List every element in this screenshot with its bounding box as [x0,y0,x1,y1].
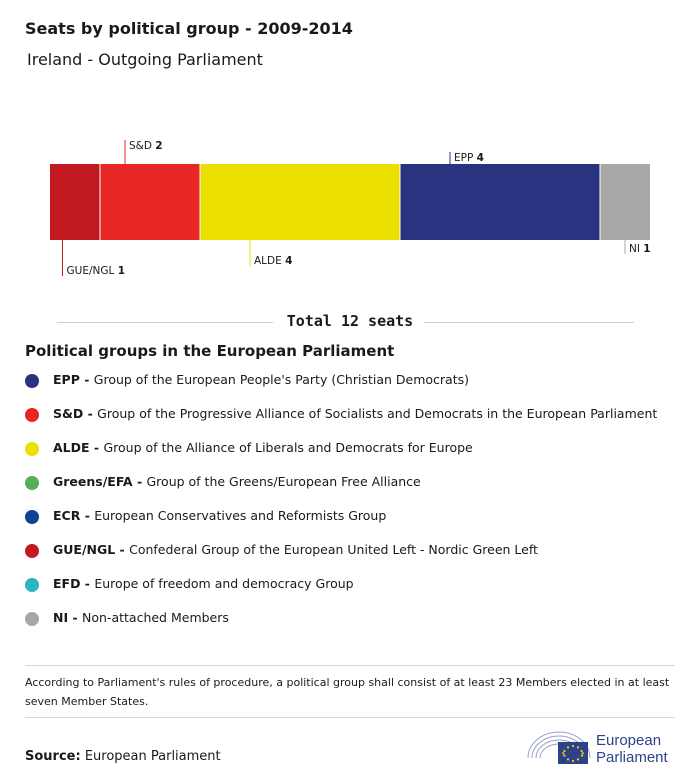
legend-item [25,576,695,610]
source-value: European Parliament [84,749,221,764]
legend-title: Political groups in the European Parliament [25,342,395,360]
legend-abbr: S&D - [53,406,98,421]
legend-dot-icon [25,442,39,456]
legend-abbr: Greens/EFA - [53,474,147,489]
parliament-emblem-icon [526,728,592,766]
bar-segment-s-d [100,164,200,240]
divider [25,665,675,666]
legend-dot-icon [25,374,39,388]
bar-label: NI 1 [629,243,651,255]
legend-desc: Group of the European People's Party (Christian Democrats) [93,372,469,387]
source-label: Source: [25,749,81,764]
legend-item [25,372,695,406]
legend-abbr: GUE/NGL - [53,542,130,557]
chart-title: Seats by political group - 2009-2014 [25,19,353,38]
legend-desc: Group of the Progressive Alliance of Socialists and Democrats in the European Parliament [97,406,658,421]
legend-desc: Confederal Group of the European United Left - Nordic Green Left [129,542,538,557]
legend-dot-icon [25,476,39,490]
bar-label: GUE/NGL 1 [66,265,125,277]
legend-abbr: ECR - [53,508,95,523]
legend-item [25,406,695,440]
legend-abbr: NI - [53,610,83,625]
bar-label: EPP 4 [454,152,484,164]
legend-desc: Group of the Alliance of Liberals and Democrats for Europe [103,440,473,455]
bar-segment-gue-ngl [50,164,100,240]
source [25,749,221,764]
bar-label: S&D 2 [129,140,163,152]
european-parliament-logo [526,728,686,768]
legend-item [25,542,695,576]
bar-label: ALDE 4 [254,255,293,267]
bar-segment-epp [400,164,600,240]
legend-item [25,440,695,474]
legend-abbr: ALDE - [53,440,104,455]
legend-desc: Non-attached Members [82,610,229,625]
chart-subtitle: Ireland - Outgoing Parliament [27,50,263,69]
footnote: According to Parliament's rules of procedure, a political group shall consist of at least 23 Members elected in at least seven Member States. [25,676,670,708]
legend-abbr: EFD - [53,576,95,591]
legend-desc: European Conservatives and Reformists Group [94,508,387,523]
legend-dot-icon [25,612,39,626]
legend-desc: Group of the Greens/European Free Alliance [146,474,421,489]
legend-item [25,610,695,644]
legend-dot-icon [25,510,39,524]
bar-segment-alde [200,164,400,240]
legend-abbr: EPP - [53,372,94,387]
legend-item [25,474,695,508]
total-seats: Total 12 seats [286,312,414,330]
legend-dot-icon [25,544,39,558]
bar-segment-ni [600,164,650,240]
legend-item [25,508,695,542]
logo-text: European Parliament [596,732,668,766]
legend-dot-icon [25,408,39,422]
legend [25,372,695,644]
legend-dot-icon [25,578,39,592]
seats-bar-chart [0,130,700,280]
divider [25,717,675,718]
legend-desc: Europe of freedom and democracy Group [94,576,354,591]
